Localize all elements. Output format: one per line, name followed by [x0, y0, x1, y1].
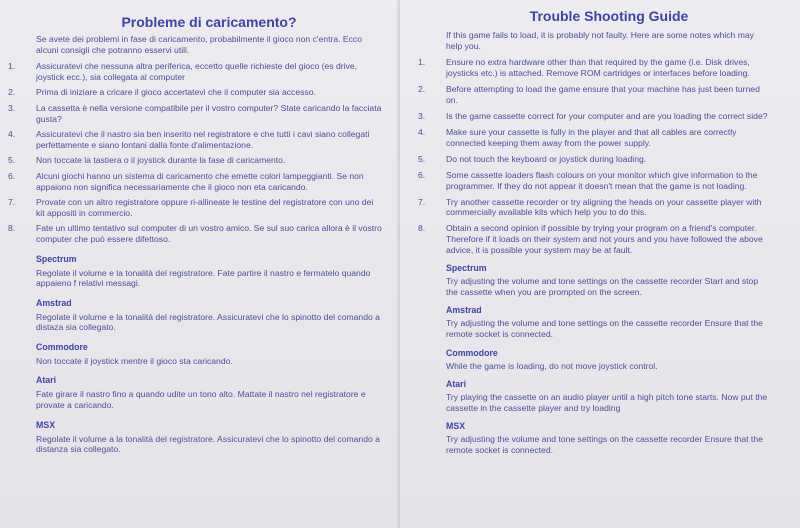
section-text: Regolate il volume e la tonalità del registratore. Assicuratevi che lo spinotto del comando a distaza sia collegato.	[36, 311, 380, 333]
item-number: 8.	[8, 223, 16, 234]
list-item	[418, 110, 772, 122]
list-item	[418, 196, 772, 218]
item-text: Assicuratevi che il nastro sia ben inserito nel registratore e che tutti i cavi siano collegati perfettamente e siano lontani dalla fonte d'alimentazione.	[36, 129, 370, 150]
list-item	[8, 223, 382, 244]
item-text: Non toccate la tastiera o il joystick durante la fase di caricamento.	[36, 155, 286, 166]
item-number: 6.	[418, 169, 426, 180]
list-item	[8, 170, 382, 192]
english-intro: If this game fails to load, it is probably not faulty. Here are some notes which may help you.	[446, 30, 754, 51]
section-heading: Amstrad	[446, 305, 482, 316]
item-text: Fate un ultimo tentativo sul computer di un vostro amico. Se sul suo carica allora è il vostro computer che può essere difettoso.	[36, 223, 382, 244]
italian-intro: Se avete dei problemi in fase di caricamento, probabilmente il gioco non c'entra. Ecco alcuni consigli che potranno esservi utili.	[36, 34, 362, 55]
item-text: Do not touch the keyboard or joystick during loading.	[446, 153, 647, 164]
section-text: Non toccate il joystick mentre il gioco sta caricando.	[36, 355, 233, 366]
item-text: Try another cassette recorder or try aligning the heads on your cassette player with commercially available kits which help you to do this.	[446, 196, 762, 218]
section-heading: MSX	[36, 419, 56, 430]
section-text: Regolate il volume e la tonalità del registratore. Fate partire il nastro e fermatelo quando appaieno f relativi messagi.	[36, 267, 371, 289]
section-text: Fate girare il nastro fino a quando udite un tono alto. Mattate il nastro nel registratore e provate a caricando.	[36, 389, 366, 411]
list-item	[418, 83, 772, 105]
section-text: While the game is loading, do not move joystick control.	[446, 360, 658, 371]
section-heading: Amstrad	[36, 297, 72, 308]
english-title: Trouble Shooting Guide	[529, 8, 689, 24]
section-heading: Spectrum	[36, 253, 77, 264]
section-heading: Atari	[36, 375, 57, 386]
item-number: 6.	[8, 170, 16, 181]
list-item	[8, 87, 382, 98]
item-number: 3.	[8, 102, 16, 113]
section-text: Regolate il volume a la tonalità del registratore. Assicuratevi che lo spinotto del comando a distanza sia collegato.	[36, 433, 380, 455]
item-number: 4.	[8, 129, 16, 140]
section-heading: Atari	[446, 379, 467, 390]
item-number: 2.	[8, 87, 16, 98]
item-text: Obtain a second opinion if possible by trying your program on a friend's computer. Therefore if it loads on their system and not yours and you have followed the above advice, it is possible your system may be at fault.	[446, 223, 763, 255]
english-steps-list	[418, 57, 772, 255]
item-number: 5.	[8, 155, 16, 166]
list-item	[8, 155, 382, 166]
list-item	[8, 61, 382, 82]
item-text: Some cassette loaders flash colours on your monitor which give information to the programmer. If they do not appear it doesn't mean that the game is not loading.	[446, 169, 758, 191]
item-text: Is the game cassette correct for your computer and are you loading the correct side?	[446, 110, 768, 121]
item-text: La cassetta è nella versione compatibile per il vostro computer? State caricando la facciata gusta?	[36, 102, 382, 124]
list-item	[8, 102, 382, 124]
section-heading: Commodore	[36, 341, 88, 352]
item-text: Alcuni giochi hanno un sistema di caricamento che emette colori lampeggianti. Se non appaiono non significa necessariamente che il gioco non eta caricando.	[36, 170, 364, 192]
section-heading: Commodore	[446, 347, 498, 358]
item-number: 4.	[418, 126, 426, 137]
item-text: Make sure your cassette is fully in the player and that all cables are correctly connected keeping them away from the power supply.	[446, 126, 737, 148]
item-text: Before attempting to load the game ensure that your machine has just been turned on.	[446, 83, 760, 105]
item-text: Ensure no extra hardware other than that required by the game (i.e. Disk drives, joysticks etc.) is attached. Remove ROM cartridges or interfaces before loading.	[446, 57, 750, 78]
item-text: Assicuratevi che nessuna altra periferica, eccetto quelle richieste del gioco (es drive, joystick ecc.), sia collegata al computer	[36, 61, 357, 82]
item-number: 8.	[418, 223, 426, 234]
item-number: 7.	[8, 197, 16, 208]
item-text: Provate con un altro registratore oppure ri-allineate le testine del registratore con uno dei kit appositi in commercio.	[36, 197, 374, 218]
item-number: 1.	[418, 57, 426, 68]
section-heading: MSX	[446, 421, 466, 432]
italian-steps-list	[8, 61, 382, 244]
list-item	[418, 169, 772, 191]
list-item	[418, 126, 772, 148]
item-text: Prima di iniziare a cricare il gioco accertatevi che il computer sia accesso.	[36, 87, 316, 98]
item-number: 5.	[418, 153, 426, 164]
section-text: Try adjusting the volume and tone settings on the cassette recorder Start and stop the cassette when you are prompted on the screen.	[446, 276, 759, 297]
item-number: 3.	[418, 110, 426, 121]
section-text: Try playing the cassette on an audio player until a high pitch tone starts. Now put the cassette in the cassette player and try loading	[446, 392, 768, 413]
item-number: 1.	[8, 61, 16, 72]
item-number: 2.	[418, 83, 426, 94]
section-text: Try adjusting the volume and tone settings on the cassette recorder Ensure that the remote socket is connected.	[446, 318, 763, 340]
list-item	[8, 197, 382, 218]
section-text: Try adjusting the volume and tone settings on the cassette recorder Ensure that the remote socket is connected.	[446, 434, 763, 455]
item-number: 7.	[418, 196, 426, 207]
section-heading: Spectrum	[446, 263, 487, 274]
list-item	[8, 129, 382, 150]
list-item	[418, 57, 772, 78]
english-page	[400, 0, 800, 528]
italian-title: Probleme di caricamento?	[121, 14, 297, 30]
list-item	[418, 223, 772, 255]
list-item	[418, 153, 772, 165]
